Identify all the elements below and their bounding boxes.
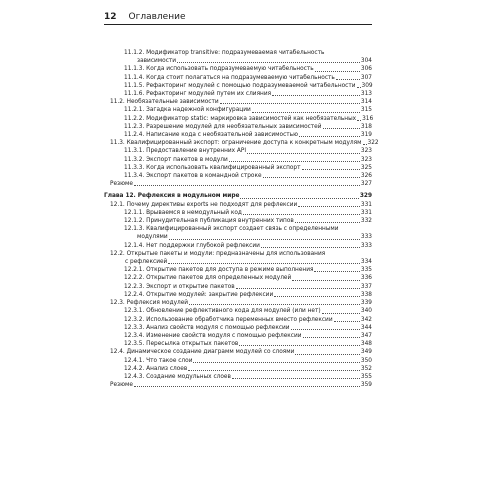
toc-entry-page: 307 [360,74,372,81]
toc-entry-page: 323 [360,148,372,155]
dot-leader [336,79,360,80]
dot-leader [232,378,360,379]
toc-entry-page: 314 [360,99,372,106]
toc-entry[interactable] [104,233,372,241]
toc-entry-title: 11.2.3. Разрешение модулей для необязательных зависимостей [124,123,322,130]
toc-entry-title: 12.3.1. Обновление рефлективного кода для модулей (или нет) [124,308,321,315]
toc-entry-title: 11.1.5. Рефакторинг модулей с помощью подразумеваемой читабельности [124,82,356,89]
toc-entry-page: 340 [360,308,372,315]
toc-entry[interactable] [104,291,372,299]
toc-entry[interactable] [104,332,372,340]
toc-entry-title: 12.3.3. Анализ свойств модуля с помощью рефлексии [124,324,290,331]
toc-entry-page: 342 [360,316,372,323]
dot-leader [272,95,360,96]
toc-entry[interactable] [104,316,372,324]
toc-entry-page: 349 [360,349,372,356]
toc-entry[interactable] [104,242,372,250]
dot-leader [177,62,360,63]
dot-leader [322,313,360,314]
toc-entry-title: 11.1.2. Модификатор transitive: подразумеваемая читабельность [124,50,325,56]
toc-entry-title: 11.1.6. Рефакторинг модулей путем их слияния [124,91,272,98]
toc-entry-page: 350 [360,357,372,364]
toc-entry[interactable] [104,115,372,123]
toc-entry-page: 355 [360,373,372,380]
toc-entry[interactable] [104,147,372,155]
toc-entry-title: зависимости [137,58,177,65]
toc-entry-title: 11.2.2. Модификатор static: маркировка зависимостей как необязательных [124,115,357,122]
dot-leader [239,345,360,346]
dot-leader [357,87,361,88]
toc-entry-page: 316 [362,115,374,122]
dot-leader [315,71,360,72]
dot-leader [334,321,360,322]
toc-entry-title: 12.1.3. Квалифицированный экспорт создает связь с определенными [124,226,339,233]
dot-leader [243,214,360,215]
toc-entry[interactable] [104,274,372,282]
toc-entry-page: 334 [360,259,372,266]
toc-entry-title: 12.4.2. Анализ слоев [124,365,188,372]
toc-entry[interactable] [104,65,372,73]
toc-entry[interactable] [104,324,372,332]
toc-entry-title: 12.2.1. Открытие пакетов для доступа в режиме выполнения [124,267,314,274]
dot-leader [323,128,360,129]
toc-entry-title: Глава 12. Рефлексия в модульном мире [104,193,240,200]
toc-entry-title: 12.4. Динамическое создание диаграмм модулей со слоями [110,349,295,356]
dot-leader [252,112,360,113]
toc-entry-page: 304 [360,58,372,65]
toc-entry[interactable] [104,365,372,373]
toc-entry-page: 326 [360,173,372,180]
running-title: Оглавление [128,12,186,22]
dot-leader [188,370,360,371]
toc-entry-title: 12.3.4. Изменение свойств модуля с помощью рефлексии [124,332,302,339]
dot-leader [363,144,367,145]
toc-entry[interactable] [104,373,372,381]
toc-entry[interactable] [104,180,372,188]
toc-entry[interactable] [104,266,372,274]
toc-entry-page: 347 [360,332,372,339]
toc-entry[interactable] [104,340,372,348]
dot-leader [295,222,360,223]
toc-entry-page: 318 [360,123,372,130]
page-number: 12 [104,12,117,22]
dot-leader [193,362,359,363]
toc-entry-title: 11.1.3. Когда использовать подразумеваемую читабельность [124,66,314,73]
toc-entry-page: 337 [360,283,372,290]
toc-entry-page: 315 [360,107,372,114]
dot-leader [274,296,360,297]
dot-leader [298,206,360,207]
toc-entry[interactable] [104,82,372,90]
dot-leader [291,329,360,330]
toc-entry-title: 11.2.4. Написание кода с необязательной зависимостью [124,132,298,139]
dot-leader [220,103,360,104]
toc-entry[interactable] [104,307,372,315]
dot-leader [236,288,360,289]
toc-entry-title: Резюме [110,382,133,389]
toc-entry[interactable] [104,357,372,365]
toc-entry-page: 332 [360,218,372,225]
toc-entry-title: 12.2.3. Экспорт и открытие пакетов [124,283,235,290]
toc-entry-page: 325 [360,164,372,171]
toc-entry-page: 309 [361,82,373,89]
toc-entry-page: 333 [360,234,372,241]
toc-entry-title: 12.1.1. Врываемся в немодульный код [124,209,242,216]
toc-entry[interactable] [104,172,372,180]
toc-entry-page: 329 [359,193,372,200]
dot-leader [134,386,360,387]
toc-entry-title: 11.3.4. Экспорт пакетов в командной строке [124,173,262,180]
toc-entry[interactable] [104,156,372,164]
dot-leader [314,271,359,272]
toc-entry-title: 11.3.2. Экспорт пакетов в модули [124,156,228,163]
dot-leader [168,263,360,264]
toc-entry[interactable] [104,209,372,217]
toc-entry[interactable] [104,49,372,57]
toc-entry[interactable] [104,90,372,98]
toc-entry[interactable] [104,74,372,82]
dot-leader [295,354,359,355]
toc-entry-page: 352 [360,365,372,372]
page-header [104,6,372,25]
toc-entry-title: 12.1.4. Нет поддержки глубокой рефлексии [124,242,260,249]
toc-entry-page: 335 [360,267,372,274]
toc-entry-page: 339 [360,300,372,307]
toc-entry[interactable] [104,250,372,258]
toc-entry-title: 12.1.2. Принудительная публикация внутренних типов [124,218,294,225]
toc-entry[interactable] [104,164,372,172]
dot-leader [189,304,360,305]
toc-entry-title: 11.2. Необязательные зависимости [110,99,219,106]
toc-entry[interactable] [104,258,372,266]
dot-leader [292,280,360,281]
dot-leader [303,337,360,338]
dot-leader [261,247,360,248]
toc-entry-page: 336 [360,275,372,282]
toc-entry-title: 11.3. Квалифицированный экспорт: ограничение доступа к конкретным модулям [110,140,362,147]
toc-entry-page: 338 [360,291,372,298]
toc-entry-page: 306 [360,66,372,73]
toc-entry-title: 12.4.1. Что такое слои [124,357,193,364]
toc-entry-page: 319 [360,132,372,139]
toc-entry-title: 12.1. Почему директивы exports не подходят для рефлексии [110,201,298,208]
toc-entry-title: 11.3.1. Предоставление внутренних API [124,148,247,155]
dot-leader [302,169,360,170]
toc-entry-page: 348 [360,341,372,348]
toc-entry-title: с рефлексией [125,259,168,266]
toc-entry-title: 11.2.1. Загадка надежной конфигурации [124,107,251,114]
toc-entry-page: 344 [360,324,372,331]
toc-entry[interactable] [104,106,372,114]
toc-entry-page: 322 [367,140,379,147]
dot-leader [169,239,360,240]
toc-entry[interactable] [104,381,372,389]
toc-entry[interactable] [104,201,372,209]
toc-entry[interactable] [104,123,372,131]
toc-entry[interactable] [104,217,372,225]
toc-entry-title: 12.3. Рефлексия модулей [110,300,189,307]
toc-entry[interactable] [104,57,372,65]
dot-leader [134,185,360,186]
dot-leader [229,161,360,162]
toc-entry-page: 359 [360,382,372,389]
toc-entry-page: 327 [360,181,372,188]
toc-entry-title: модулями [137,234,168,241]
toc-entry-title: 12.2. Открытые пакеты и модули: предназначены для использования [110,250,326,257]
toc-entry-title: 12.2.4. Открытие модулей: закрытие рефлексии [124,291,274,298]
toc-entry-title: Резюме [110,181,133,188]
toc-entry-page: 313 [360,91,372,98]
toc-entry[interactable] [104,348,372,356]
toc-entry-title: 12.2.2. Открытие пакетов для определенных модулей [124,275,292,282]
dot-leader [357,120,361,121]
dot-leader [247,153,360,154]
toc-entry-title: 11.1.4. Когда стоит полагаться на подразумеваемую читабельность [124,74,335,81]
toc-chapter-entry[interactable] [104,192,372,200]
toc-entry-page: 331 [360,209,372,216]
toc-entry[interactable] [104,131,372,139]
dot-leader [299,136,360,137]
table-of-contents [104,49,379,389]
toc-entry-title: 12.4.3. Создание модульных слоев [124,373,231,380]
toc-entry-title: 12.3.5. Пересылка открытых пакетов [124,341,239,348]
dot-leader [263,177,360,178]
toc-entry-page: 331 [360,201,372,208]
toc-entry-title: 11.3.3. Когда использовать квалифицированный экспорт [124,164,301,171]
toc-entry[interactable] [104,299,372,307]
toc-entry[interactable] [104,98,372,106]
toc-entry[interactable] [104,283,372,291]
toc-entry-page: 323 [360,156,372,163]
toc-entry[interactable] [104,225,372,233]
toc-entry[interactable] [104,139,379,147]
toc-entry-title: 12.3.2. Использование обработчика переменных вместо рефлексии [124,316,333,323]
dot-leader [240,198,358,199]
toc-entry-page: 333 [360,242,372,249]
